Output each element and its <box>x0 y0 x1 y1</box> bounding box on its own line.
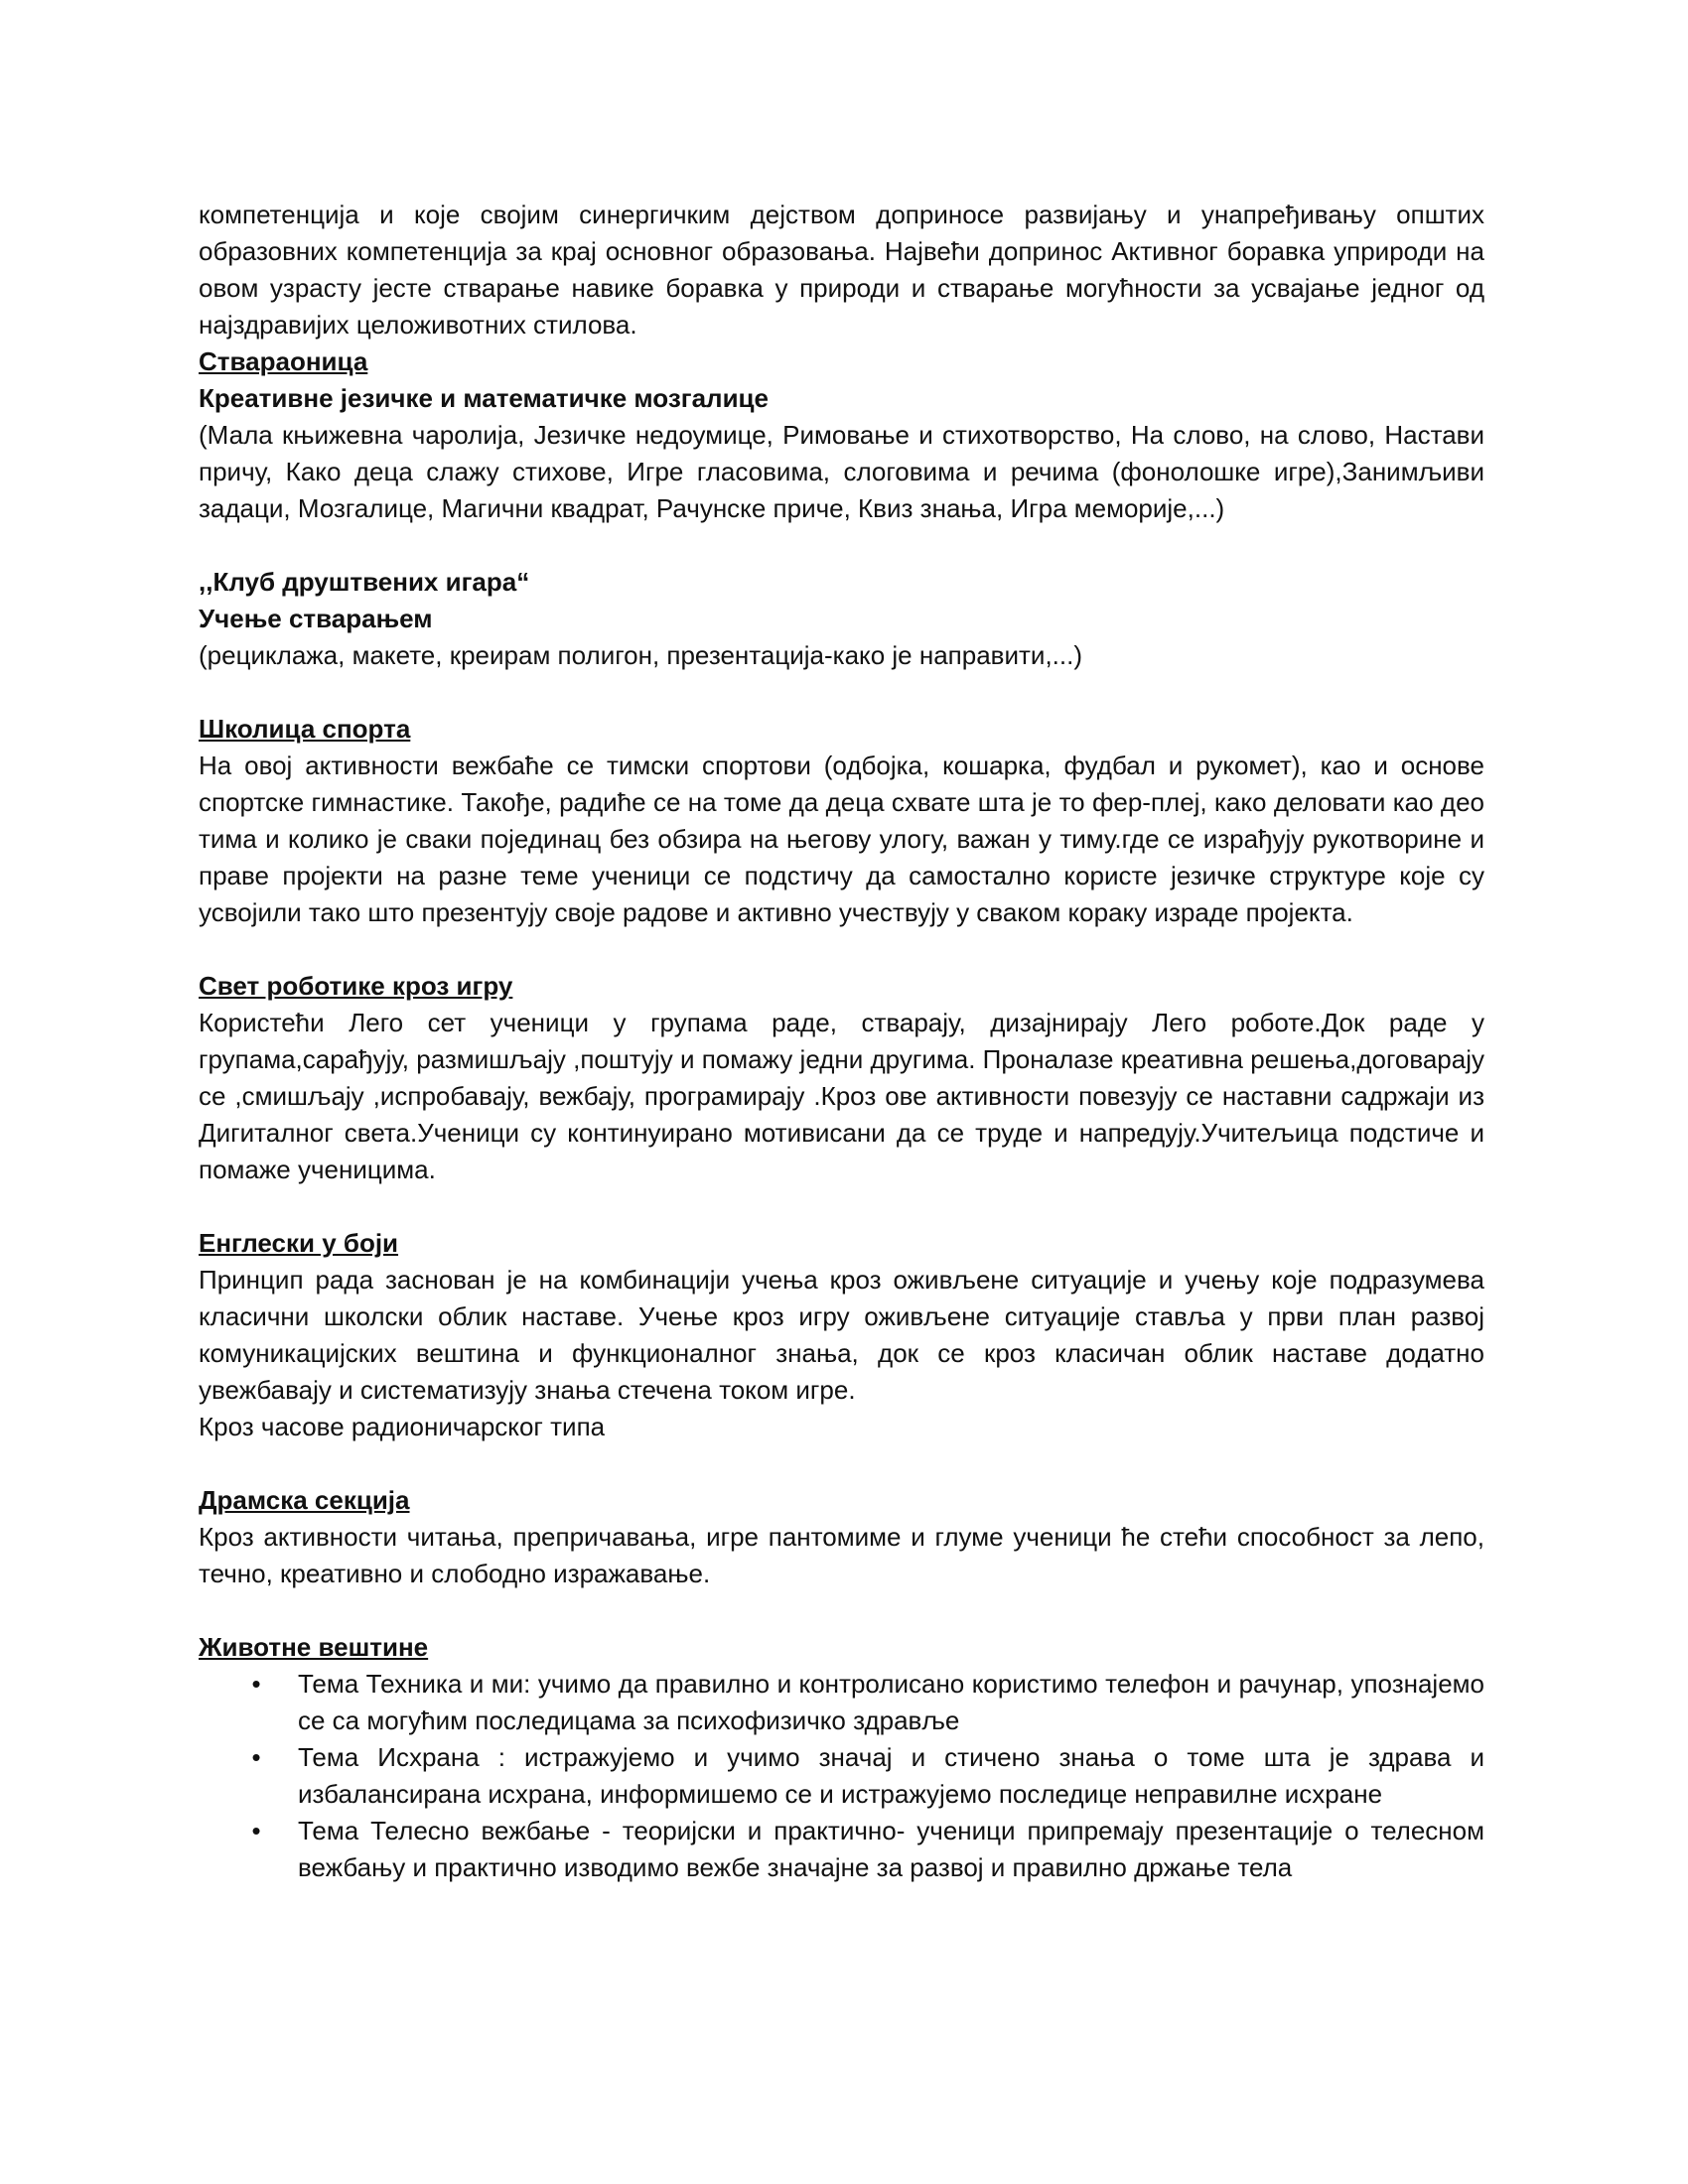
klub-paragraph: (рециклажа, макете, креирам полигон, презентација-како је направити,...) <box>199 640 1083 670</box>
intro-paragraph: компетенција и које својим синергичким дејством доприносе развијању и унапређивању општих образовних компетенција за крај основног образовања. Највећи допринос Активног боравка уприроди на овом узрасту јесте стварање навике боравка у природи и стварање могућности за усвајање једног од најздравијих целоживотних стилова. <box>199 200 1484 340</box>
stvaraonica-paragraph: (Мала књижевна чаролија, Језичке недоумице, Римовање и стихотворство, На слово, на слово, Настави причу, Како деца слажу стихове, Игре гласовима, слоговима и речима (фонолошке игре),Занимљиви задаци, Мозгалице, Магични квадрат, Рачунске приче, Квиз знања, Игра меморије,...) <box>199 420 1484 523</box>
engleski-heading: Енглески у боји <box>199 1228 399 1258</box>
engleski-paragraph-2: Кроз часове радионичарског типа <box>199 1412 606 1441</box>
list-item <box>251 1739 1484 1813</box>
stvaraonica-heading: Ствараоница <box>199 346 368 376</box>
zivotne-heading: Животне вештине <box>199 1632 429 1662</box>
skolica-paragraph: На овој активности вежбаће се тимски спортови (одбојка, кошарка, фудбал и рукомет), као и основе спортске гимнастике. Такође, радиће се на томе да деца схвате шта је то фер-плеј, како деловати као део тима и колико је сваки појединац без обзира на његову улогу, важан у тиму.где се израђују рукотворине и праве пројекти на разне теме ученици се подстичу да самостално користе језичке структуре које су усвојили тако што презентују своје радове и активно учествују у сваком кораку израде пројекта. <box>199 751 1484 927</box>
list-item <box>251 1666 1484 1739</box>
engleski-paragraph: Принцип рада заснован је на комбинацији учења кроз оживљене ситуације и учењу које подразумева класични школски облик наставе. Учење кроз игру оживљене ситуације ставља у први план развој комуникацијских вештина и функционалног знања, док се кроз класичан облик наставе додатно увежбавају и систематизују знања стечена током игре. <box>199 1265 1484 1405</box>
spacer <box>199 674 1484 711</box>
robotika-heading: Свет роботике кроз игру <box>199 971 513 1001</box>
zivotne-list <box>199 1666 1484 1886</box>
list-item-text: Тема Исхрана : истражујемо и учимо значај и стичено знања о томе шта је здрава и избалансирана исхрана, информишемо се и истражујемо последице неправилне исхране <box>298 1742 1484 1809</box>
skolica-heading: Школица спорта <box>199 714 411 744</box>
klub-subheading: Учење стварањем <box>199 604 433 633</box>
bullet-icon: • <box>251 1669 261 1699</box>
bullet-icon: • <box>251 1742 261 1772</box>
spacer <box>199 1592 1484 1629</box>
spacer <box>199 527 1484 564</box>
stvaraonica-subheading: Креативне језичке и математичке мозгалице <box>199 383 769 413</box>
spacer <box>199 1445 1484 1482</box>
robotika-paragraph: Користећи Лего сет ученици у групама раде, стварају, дизајнирају Лего роботе.Док раде у групама,сарађују, размишљају ,поштују и помажу једни другима. Проналазе креативна решења,договарају се ,смишљају ,испробавају, вежбају, програмирају .Кроз ове активности повезују се наставни садржаји из Дигиталног света.Ученици су континуирано мотивисани да се труде и напредују.Учитељица подстиче и помаже ученицима. <box>199 1008 1484 1184</box>
list-item-text: Тема Телесно вежбање - теоријски и практично- ученици припремају презентације о телесном вежбању и практично изводимо вежбе значајне за развој и правилно држање тела <box>298 1816 1484 1882</box>
list-item <box>251 1813 1484 1886</box>
spacer <box>199 931 1484 968</box>
spacer <box>199 1188 1484 1225</box>
list-item-text: Тема Техника и ми: учимо да правилно и контролисано користимо телефон и рачунар, упознајемо се са могућим последицама за психофизичко здравље <box>298 1669 1484 1735</box>
bullet-icon: • <box>251 1816 261 1845</box>
drama-paragraph: Кроз активности читања, препричавања, игре пантомиме и глуме ученици ће стећи способност за лепо, течно, креативно и слободно изражавање. <box>199 1522 1484 1588</box>
drama-heading: Драмска секција <box>199 1485 410 1515</box>
klub-heading: ,,Клуб друштвених игара“ <box>199 567 530 597</box>
